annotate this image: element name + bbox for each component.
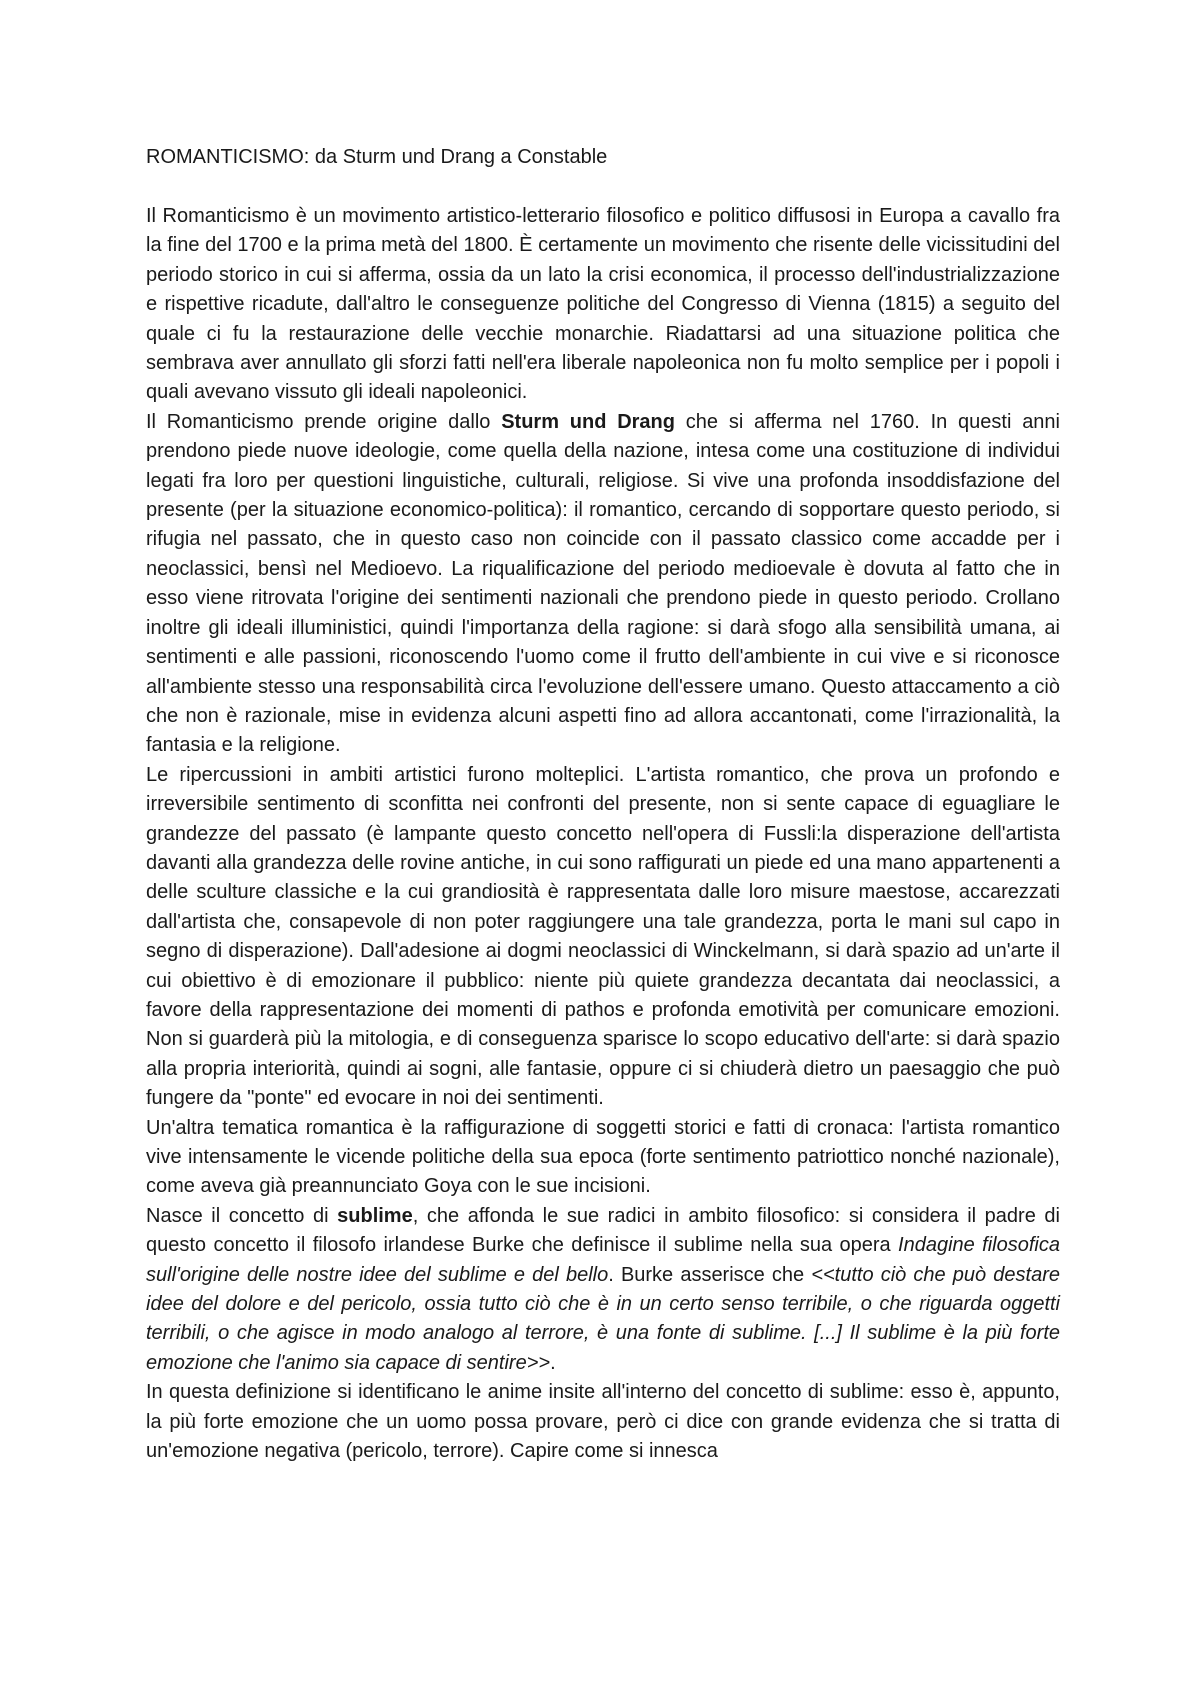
paragraph-2-text-b: che si afferma nel 1760. In questi anni prendono piede nuove ideologie, come quella della nazione, intesa come una costituzione di individui legati fra loro per questioni linguistiche, culturali, religiose. Si vive una profonda insoddisfazione del presente (per la situazione economico-politica): il romantico, cercando di sopportare questo periodo, si rifugia nel passato, che in questo caso non coincide con il passato classico come accadde per i neoclassici, bensì nel Medioevo. La riqualificazione del periodo medioevale è dovuta al fatto che in esso viene ritrovata l'origine dei sentimenti nazionali che prendono piede in questo periodo. Crollano inoltre gli ideali illuministici, quindi l'importanza della ragione: si darà sfogo alla sensibilità umana, ai sentimenti e alle passioni, riconoscendo l'uomo come il frutto dell'ambiente in cui vive e si riconosce all'ambiente stesso una responsabilità circa l'evoluzione dell'essere umano. Questo attaccamento a ciò che non è razionale, mise in evidenza alcuni aspetti fino ad allora accantonati, come l'irrazionalità, la fantasia e la religione. <box>146 410 1061 757</box>
paragraph-1: Il Romanticismo è un movimento artistico-letterario filosofico e politico diffusosi in Europa a cavallo fra la fine del 1700 e la prima metà del 1800. È certamente un movimento che risente delle vicissitudini del periodo storico in cui si afferma, ossia da un lato la crisi economica, il processo dell'industrializzazione e rispettive ricadute, dall'altro le conseguenze politiche del Congresso di Vienna (1815) a seguito del quale ci fu la restaurazione delle vecchie monarchie. Riadattarsi ad una situazione politica che sembrava aver annullato gli sforzi fatti nell'era liberale napoleonica non fu molto semplice per i popoli i quali avevano vissuto gli ideali napoleonici. <box>146 205 1060 404</box>
paragraph-3: Le ripercussioni in ambiti artistici furono molteplici. L'artista romantico, che prova un profondo e irreversibile sentimento di sconfitta nei confronti del presente, non si sente capace di eguagliare le grandezze del passato (è lampante questo concetto nell'opera di Fussli:la disperazione dell'artista davanti alla grandezza delle rovine antiche, in cui sono raffigurati un piede ed una mano appartenenti a delle sculture classiche e la cui grandiosità è rappresentata dalle loro misure maestose, accarezzati dall'artista che, consapevole di non poter raggiungere una tale grandezza, porta le mani sul capo in segno di disperazione). Dall'adesione ai dogmi neoclassici di Winckelmann, si darà spazio ad un'arte il cui obiettivo è di emozionare il pubblico: niente più quiete grandezza decantata dai neoclassici, a favore della rappresentazione dei momenti di pathos e profonda emotività per comunicare emozioni. Non si guarderà più la mitologia, e di conseguenza sparisce lo scopo educativo dell'arte: si darà spazio alla propria interiorità, quindi ai sogni, alle fantasie, oppure ci si chiuderà dietro un paesaggio che può fungere da "ponte" ed evocare in noi dei sentimenti. <box>146 763 1060 1110</box>
paragraph-5-text-b: , che affonda le sue radici in ambito filosofico: si considera il padre di questo concetto il filosofo irlandese Burke che definisce il sublime nella sua opera <box>146 1204 1060 1257</box>
sturm-und-drang-bold: Sturm und Drang <box>501 410 675 433</box>
burke-work-title: Indagine filosofica sull'origine delle nostre idee del sublime e del bello <box>146 1234 1060 1286</box>
sublime-bold: sublime <box>337 1204 413 1227</box>
paragraph-5-text-d: . <box>550 1351 556 1374</box>
document-title: ROMANTICISMO: da Sturm und Drang a Constable <box>146 146 608 168</box>
paragraph-6: In questa definizione si identificano le anime insite all'interno del concetto di sublime: esso è, appunto, la più forte emozione che un uomo possa provare, però ci dice con grande evidenza che si tratta di un'emozione negativa (pericolo, terrore). Capire come si innesca <box>146 1381 1060 1463</box>
document-body <box>146 202 1060 1466</box>
burke-quote: <<tutto ciò che può destare idee del dolore e del pericolo, ossia tutto ciò che è in un certo senso terribile, o che riguarda oggetti terribili, o che agisce in modo analogo al terrore, è una fonte di sublime. [...] Il sublime è la più forte emozione che l'animo sia capace di sentire>> <box>146 1263 1060 1374</box>
paragraph-4: Un'altra tematica romantica è la raffigurazione di soggetti storici e fatti di cronaca: l'artista romantico vive intensamente le vicende politiche della sua epoca (forte sentimento patriottico nonché nazionale), come aveva già preannunciato Goya con le sue incisioni. <box>146 1116 1060 1198</box>
paragraph-5-text-c: . Burke asserisce che <box>608 1263 812 1286</box>
paragraph-2 <box>146 408 1060 761</box>
paragraph-5-text-a: Nasce il concetto di <box>146 1204 338 1227</box>
paragraph-5 <box>146 1202 1060 1378</box>
paragraph-2-text-a: Il Romanticismo prende origine dallo <box>146 410 502 433</box>
